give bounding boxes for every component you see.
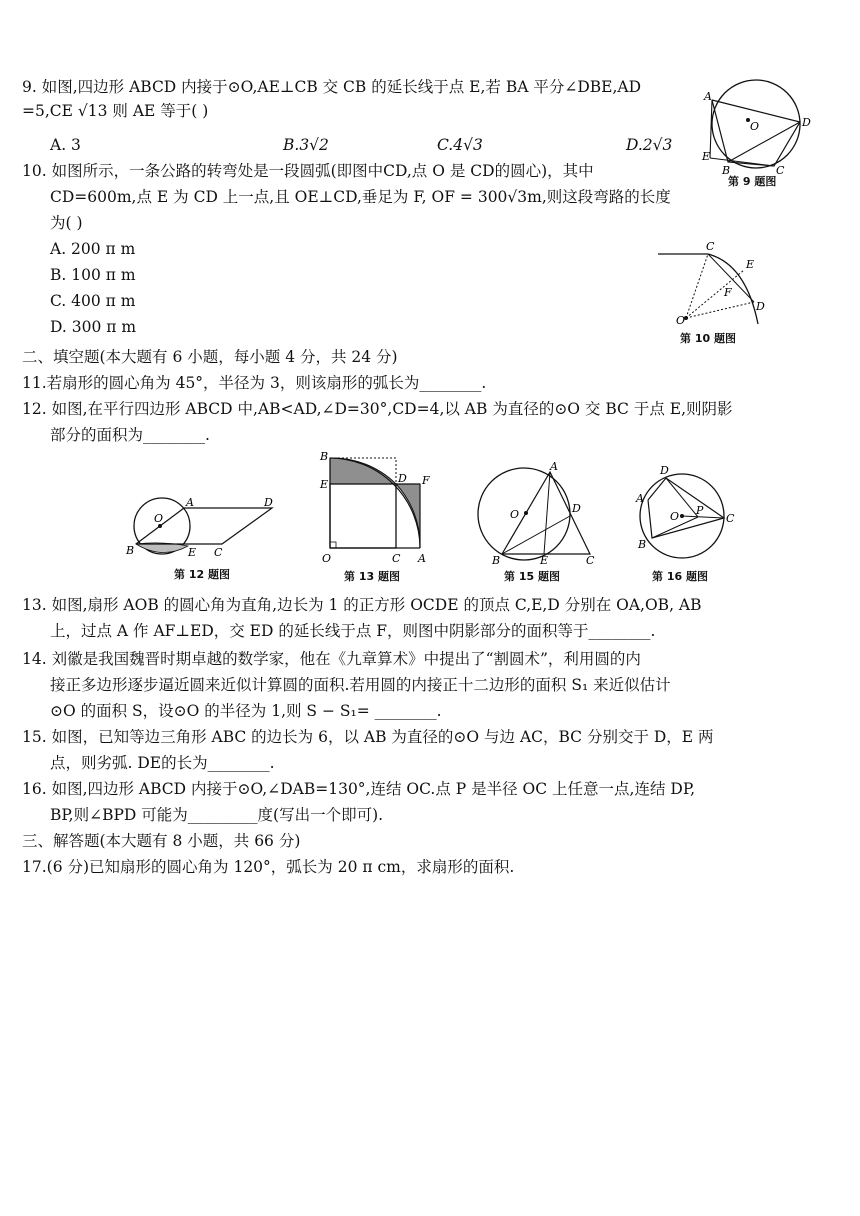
svg-text:B: B: [638, 538, 647, 551]
svg-text:A: A: [636, 492, 644, 505]
figure-9-caption: 第 9 题图: [728, 175, 777, 188]
figure-15-caption: 第 15 题图: [504, 570, 560, 583]
q13-line-1: 13. 如图,扇形 AOB 的圆心角为直角,边长为 1 的正方形 OCDE 的顶点 C,E,D 分别在 OA,OB, AB: [22, 596, 702, 614]
svg-text:E: E: [540, 554, 549, 567]
figure-10-drawing: [650, 240, 780, 332]
q10-option-a: A. 200 π m: [50, 240, 136, 258]
svg-text:A: A: [550, 460, 558, 473]
q10-option-d: D. 300 π m: [50, 318, 137, 336]
q12-line-2: 部分的面积为________.: [50, 426, 210, 444]
q11-text: 11.若扇形的圆心角为 45°，半径为 3，则该扇形的弧长为________.: [22, 374, 487, 392]
svg-text:E: E: [746, 258, 755, 271]
figure-15: [474, 460, 604, 584]
svg-text:O: O: [154, 512, 164, 525]
svg-text:O: O: [670, 510, 680, 523]
svg-text:A: A: [704, 90, 712, 103]
svg-text:D: D: [756, 300, 765, 313]
figure-10: [650, 240, 780, 348]
svg-text:B: B: [320, 450, 329, 463]
svg-text:C: C: [214, 546, 223, 559]
q12-line-1: 12. 如图,在平行四边形 ABCD 中,AB<AD,∠D=30°,CD=4,以 AB 为直径的⊙O 交 BC 于点 E,则阴影: [22, 400, 733, 418]
svg-text:O: O: [676, 314, 686, 327]
section-3-heading: 三、解答题(本大题有 8 小题，共 66 分): [22, 832, 301, 850]
q9-line-1: 9. 如图,四边形 ABCD 内接于⊙O,AE⊥CB 交 CB 的延长线于点 E,若 BA 平分∠DBE,AD: [22, 78, 642, 96]
svg-text:C: C: [586, 554, 595, 567]
svg-text:O: O: [750, 120, 760, 133]
svg-text:D: D: [398, 472, 407, 485]
svg-text:P: P: [696, 504, 704, 517]
svg-text:B: B: [722, 164, 731, 177]
section-2-heading: 二、填空题(本大题有 6 小题，每小题 4 分，共 24 分): [22, 348, 398, 366]
q13-line-2: 上，过点 A 作 AF⊥ED，交 ED 的延长线于点 F，则图中阴影部分的面积等于________.: [50, 622, 656, 640]
figure-15-drawing: [474, 460, 604, 568]
svg-text:B: B: [492, 554, 501, 567]
figure-16-caption: 第 16 题图: [652, 570, 708, 583]
q10-line-3: 为( ): [50, 214, 83, 232]
figure-16: [628, 462, 746, 584]
q14-line-3: ⊙O 的面积 S，设⊙O 的半径为 1,则 S − S₁= ________.: [50, 702, 442, 720]
svg-text:C: C: [776, 164, 785, 177]
svg-text:D: D: [802, 116, 811, 129]
svg-text:C: C: [392, 552, 401, 565]
q17-text: 17.(6 分)已知扇形的圆心角为 120°，弧长为 20 π cm，求扇形的面积.: [22, 858, 515, 876]
figure-12-caption: 第 12 题图: [174, 568, 230, 581]
svg-text:D: D: [572, 502, 581, 515]
svg-text:F: F: [422, 474, 430, 487]
svg-text:E: E: [188, 546, 197, 559]
q14-line-1: 14. 刘徽是我国魏晋时期卓越的数学家，他在《九章算术》中提出了“割圆术”，利用圆的内: [22, 650, 641, 668]
svg-text:A: A: [418, 552, 426, 565]
svg-text:C: C: [706, 240, 715, 253]
q16-line-1: 16. 如图,四边形 ABCD 内接于⊙O,∠DAB=130°,连结 OC.点 P 是半径 OC 上任意一点,连结 DP,: [22, 780, 696, 798]
q16-line-2: BP,则∠BPD 可能为_________度(写出一个即可).: [50, 806, 384, 824]
figure-13-drawing: [314, 450, 440, 568]
svg-text:F: F: [724, 286, 732, 299]
figure-13-caption: 第 13 题图: [344, 570, 400, 583]
q15-line-2: 点，则劣弧. DE的长为________.: [50, 754, 275, 772]
q10-line-1: 10. 如图所示，一条公路的转弯处是一段圆弧(即图中CD,点 O 是 CD的圆心)，其中: [22, 162, 594, 180]
svg-text:A: A: [186, 496, 194, 509]
svg-text:O: O: [322, 552, 332, 565]
svg-text:C: C: [726, 512, 735, 525]
svg-text:B: B: [126, 544, 135, 557]
figure-12-drawing: [122, 486, 282, 566]
q9-option-b: B.3√2: [283, 136, 329, 154]
q9-line-2: =5,CE √13 则 AE 等于( ): [22, 102, 209, 120]
q9-option-d: D.2√3: [626, 136, 673, 154]
svg-text:D: D: [264, 496, 273, 509]
q10-option-b: B. 100 π m: [50, 266, 136, 284]
q14-line-2: 接正多边形逐步逼近圆来近似计算圆的面积.若用圆的内接正十二边形的面积 S₁ 来近似估计: [50, 676, 671, 694]
q15-line-1: 15. 如图，已知等边三角形 ABC 的边长为 6，以 AB 为直径的⊙O 与边 AC，BC 分别交于 D，E 两: [22, 728, 714, 746]
figure-13: [314, 450, 440, 584]
svg-text:D: D: [660, 464, 669, 477]
q10-line-2: CD=600m,点 E 为 CD 上一点,且 OE⊥CD,垂足为 F, OF = 300√3m,则这段弯路的长度: [50, 188, 671, 206]
figure-10-caption: 第 10 题图: [680, 332, 736, 345]
q9-option-c: C.4√3: [437, 136, 483, 154]
svg-text:E: E: [702, 150, 711, 163]
figure-12: [122, 486, 282, 582]
figure-16-drawing: [628, 462, 746, 568]
q9-option-a: A. 3: [50, 136, 81, 154]
svg-text:O: O: [510, 508, 520, 521]
figure-9: [698, 78, 820, 190]
svg-text:E: E: [320, 478, 329, 491]
q10-option-c: C. 400 π m: [50, 292, 136, 310]
